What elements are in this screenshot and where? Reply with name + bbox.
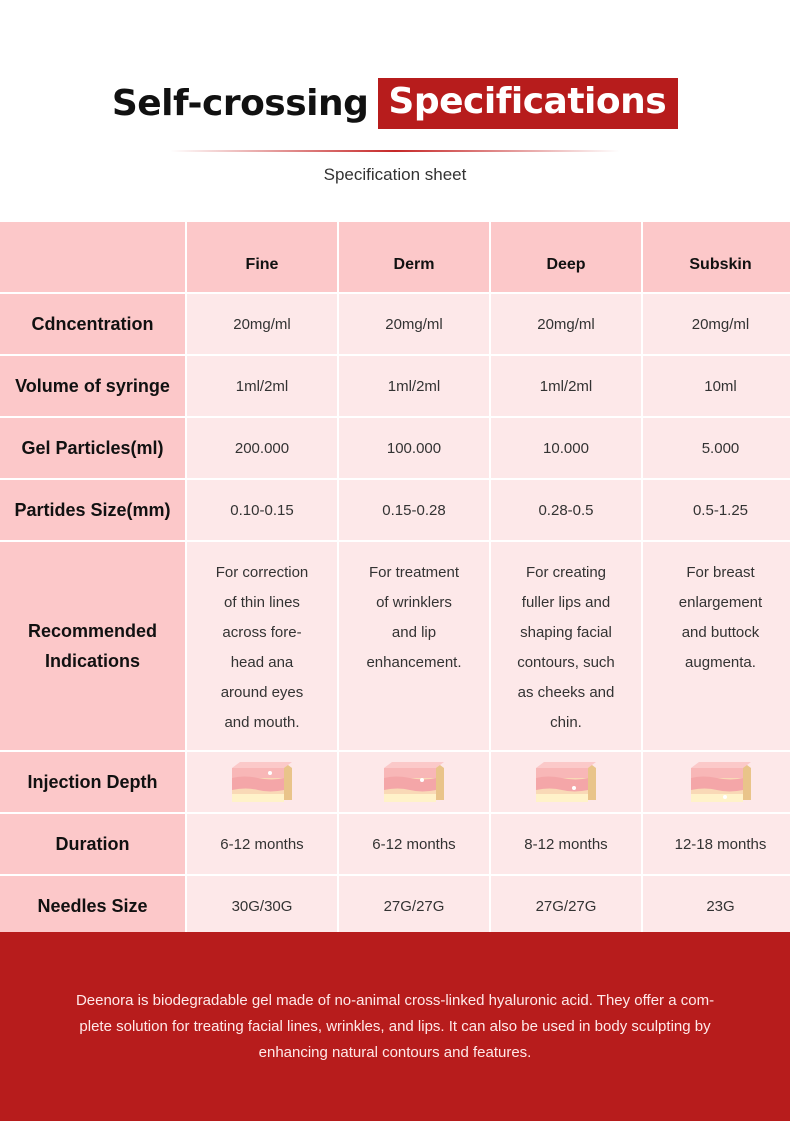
indication-line: For correction (215, 564, 309, 581)
indication-line: shaping facial (520, 624, 612, 641)
indication-line: fuller lips and (521, 594, 611, 611)
table-cell: 5.000 (643, 418, 790, 478)
page-subtitle: Specification sheet (323, 165, 467, 184)
spec-table (0, 222, 790, 936)
indication-line: For breast (686, 564, 755, 581)
injection-point (268, 771, 272, 775)
indication-cell-fine (187, 542, 337, 750)
table-cell: 20mg/ml (491, 294, 641, 354)
table-cell: 6-12 months (187, 814, 337, 874)
indication-cell-derm (339, 542, 489, 750)
page-header (0, 0, 790, 220)
row-label-indications-line1: Recommended (27, 621, 158, 641)
footer-banner (0, 932, 790, 1121)
indication-line: and buttock (681, 624, 760, 641)
table-cell: 8-12 months (491, 814, 641, 874)
row-label-indications (0, 542, 185, 750)
injection-point (572, 786, 576, 790)
title-row (0, 78, 790, 129)
table-cell: 0.28-0.5 (491, 480, 641, 540)
row-label-concentration: Cdncentration (0, 294, 185, 354)
table-cell: 1ml/2ml (187, 356, 337, 416)
table-corner (0, 222, 185, 292)
skin-layer-icon (382, 760, 446, 804)
page-title: Self-crossing (111, 83, 369, 124)
table-cell: 20mg/ml (339, 294, 489, 354)
skin-layer-icon (230, 760, 294, 804)
column-header-derm: Derm (339, 222, 489, 292)
indication-line: across fore- (222, 624, 302, 641)
depth-cell-deep (491, 752, 641, 812)
row-label-needle-size: Needles Size (0, 876, 185, 936)
row-label-duration: Duration (0, 814, 185, 874)
table-cell: 6-12 months (339, 814, 489, 874)
table-cell: 0.15-0.28 (339, 480, 489, 540)
row-label-indications-line2: Indications (44, 651, 140, 671)
skin-layer-icon (534, 760, 598, 804)
row-label-injection-depth: Injection Depth (0, 752, 185, 812)
table-cell: 23G (643, 876, 790, 936)
table-cell: 1ml/2ml (339, 356, 489, 416)
indication-line: of wrinklers (376, 594, 452, 611)
table-cell: 200.000 (187, 418, 337, 478)
table-cell: 10.000 (491, 418, 641, 478)
page-title-badge: Specifications (378, 78, 678, 129)
table-cell: 100.000 (339, 418, 489, 478)
indication-line: For creating (525, 564, 607, 581)
indication-line: augmenta. (685, 654, 756, 671)
indication-line: chin. (550, 714, 582, 731)
table-cell: 20mg/ml (643, 294, 790, 354)
title-divider (170, 150, 620, 152)
footer-description: Deenora is biodegradable gel made of no-animal cross-linked hyaluronic acid. They offer a com-plete solution for treating facial lines, wrinkles, and lips. It can also be used in body sculpting by enhancing natural contours and features. (75, 991, 715, 1061)
indication-line: of thin lines (224, 594, 300, 611)
indication-line: head ana (230, 654, 294, 671)
table-cell: 27G/27G (339, 876, 489, 936)
table-cell: 20mg/ml (187, 294, 337, 354)
injection-point (723, 795, 727, 799)
indication-line: and lip (391, 624, 437, 641)
indication-line: contours, such (517, 654, 615, 671)
indication-line: as cheeks and (517, 684, 615, 701)
column-header-subskin: Subskin (643, 222, 790, 292)
column-header-deep: Deep (491, 222, 641, 292)
injection-point (420, 778, 424, 782)
table-cell: 1ml/2ml (491, 356, 641, 416)
table-cell: 30G/30G (187, 876, 337, 936)
indication-line: enhancement. (366, 654, 462, 671)
row-label-gel-particles: Gel Particles(ml) (0, 418, 185, 478)
indication-line: For treatment (368, 564, 459, 581)
indication-cell-deep (491, 542, 641, 750)
row-label-particle-size: Partides Size(mm) (0, 480, 185, 540)
indication-line: around eyes (220, 684, 304, 701)
table-cell: 10ml (643, 356, 790, 416)
indication-line: enlargement (678, 594, 763, 611)
table-cell: 0.5-1.25 (643, 480, 790, 540)
depth-cell-fine (187, 752, 337, 812)
indication-cell-subskin (643, 542, 790, 750)
depth-cell-derm (339, 752, 489, 812)
table-cell: 12-18 months (643, 814, 790, 874)
skin-layer-icon (689, 760, 753, 804)
table-cell: 27G/27G (491, 876, 641, 936)
depth-cell-subskin (643, 752, 790, 812)
row-label-volume: Volume of syringe (0, 356, 185, 416)
indication-line: and mouth. (224, 714, 300, 731)
table-cell: 0.10-0.15 (187, 480, 337, 540)
column-header-fine: Fine (187, 222, 337, 292)
